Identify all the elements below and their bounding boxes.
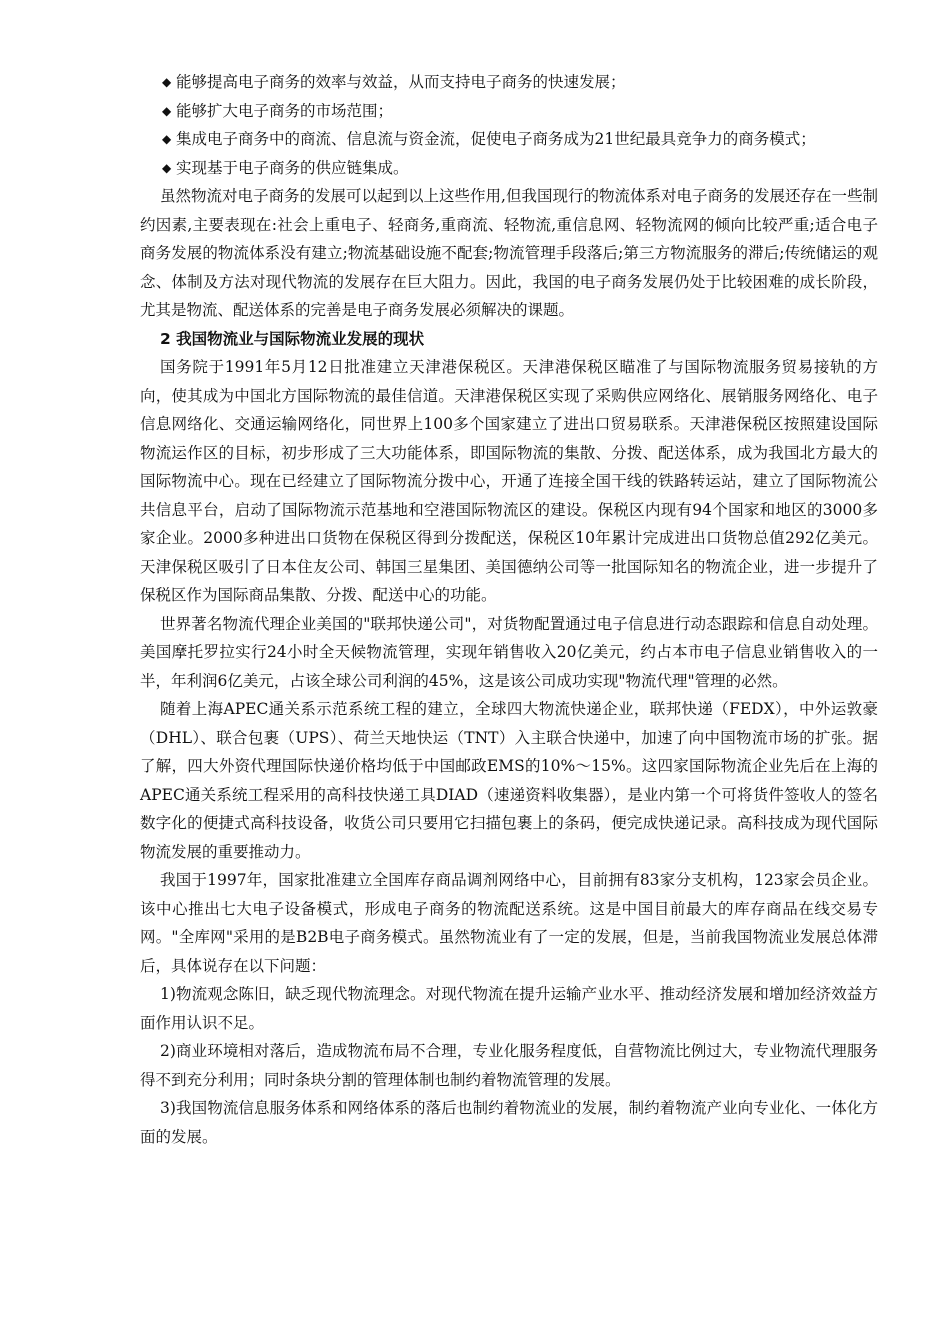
document-page bbox=[140, 68, 878, 1151]
bullet-text: 能够提高电子商务的效率与效益，从而支持电子商务的快速发展； bbox=[176, 73, 626, 91]
section-heading: 2 我国物流业与国际物流业发展的现状 bbox=[160, 329, 425, 348]
diamond-bullet-icon: ◆ bbox=[162, 103, 172, 118]
bullet-item bbox=[140, 154, 878, 183]
bullet-text: 集成电子商务中的商流、信息流与资金流，促使电子商务成为21世纪最具竞争力的商务模式； bbox=[176, 130, 816, 148]
diamond-bullet-icon: ◆ bbox=[162, 132, 172, 146]
diamond-bullet-icon: ◆ bbox=[162, 160, 172, 175]
paragraph-tianjin: 国务院于1991年5月12日批准建立天津港保税区。天津港保税区瞄准了与国际物流服务贸易接轨的方向，使其成为中国北方国际物流的最佳信道。天津港保税区实现了采购供应网络化、展销服务网络化、电子信息网络化、交通运输网络化，同世界上100多个国家建立了进出口贸易联系。天津港保税区按照建设国际物流运作区的目标，初步形成了三大功能体系，即国际物流的集散、分拨、配送体系，成为我国北方最大的国际物流中心。现在已经建立了国际物流分拨中心，开通了连接全国干线的铁路转运站，建立了国际物流公共信息平台，启动了国际物流示范基地和空港国际物流区的建设。保税区内现有94个国家和地区的3000多家企业。2000多种进出口货物在保税区得到分拨配送，保税区10年累计完成进出口货物总值292亿美元。天津保税区吸引了日本住友公司、韩国三星集团、美国德纳公司等一批国际知名的物流企业，进一步提升了保税区作为国际商品集散、分拨、配送中心的功能。 bbox=[140, 358, 878, 604]
bullet-text: 实现基于电子商务的供应链集成。 bbox=[176, 158, 409, 177]
problem-item-1: 1)物流观念陈旧，缺乏现代物流理念。对现代物流在提升运输产业水平、推动经济发展和增加经济效益方面作用认识不足。 bbox=[140, 985, 878, 1032]
paragraph-1997: 我国于1997年，国家批准建立全国库存商品调剂网络中心，目前拥有83家分支机构，123家会员企业。该中心推出七大电子设备模式，形成电子商务的物流配送系统。这是中国目前最大的库存商品在线交易专网。"全库网"采用的是B2B电子商务模式。虽然物流业有了一定的发展，但是，当前我国物流业发展总体滞后，具体说存在以下问题： bbox=[140, 871, 878, 975]
bullet-text: 能够扩大电子商务的市场范围； bbox=[176, 101, 394, 120]
problem-item-2: 2)商业环境相对落后，造成物流布局不合理，专业化服务程度低，自营物流比例过大，专业物流代理服务得不到充分利用；同时条块分割的管理体制也制约着物流管理的发展。 bbox=[140, 1042, 878, 1089]
bullet-item bbox=[140, 97, 878, 126]
paragraph-fedex: 世界著名物流代理企业美国的"联邦快递公司"，对货物配置通过电子信息进行动态跟踪和信息自动处理。美国摩托罗拉实行24小时全天候物流管理，实现年销售收入20亿美元，约占本市电子信息业销售收入的一半，年利润6亿美元，占该全球公司利润的45%，这是该公司成功实现"物流代理"管理的必然。 bbox=[140, 614, 878, 690]
bullet-item bbox=[140, 125, 878, 154]
diamond-bullet-icon: ◆ bbox=[162, 75, 172, 89]
paragraph-apec: 随着上海APEC通关系示范系统工程的建立，全球四大物流快递企业，联邦快递（FEDX），中外运敦豪（DHL）、联合包裹（UPS）、荷兰天地快运（TNT）入主联合快递中，加速了向中国物流市场的扩张。据了解，四大外资代理国际快递价格均低于中国邮政EMS的10%～15%。这四家国际物流企业先后在上海的APEC通关系统工程采用的高科技快递工具DIAD（速递资料收集器），是业内第一个可将货件签收人的签名数字化的便捷式高科技设备，收货公司只要用它扫描包裹上的条码，便完成快递记录。高科技成为现代国际物流发展的重要推动力。 bbox=[140, 700, 878, 861]
problem-item-3: 3)我国物流信息服务体系和网络体系的落后也制约着物流业的发展，制约着物流产业向专业化、一体化方面的发展。 bbox=[140, 1099, 878, 1146]
bullet-item bbox=[140, 68, 878, 97]
paragraph-constraints: 虽然物流对电子商务的发展可以起到以上这些作用,但我国现行的物流体系对电子商务的发展还存在一些制约因素,主要表现在:社会上重电子、轻商务,重商流、轻物流,重信息网、轻物流网的倾向比较严重;适合电子商务发展的物流体系没有建立;物流基础设施不配套;物流管理手段落后;第三方物流服务的滞后;传统储运的观念、体制及方法对现代物流的发展存在巨大阻力。因此，我国的电子商务发展仍处于比较困难的成长阶段，尤其是物流、配送体系的完善是电子商务发展必须解决的课题。 bbox=[140, 187, 878, 319]
